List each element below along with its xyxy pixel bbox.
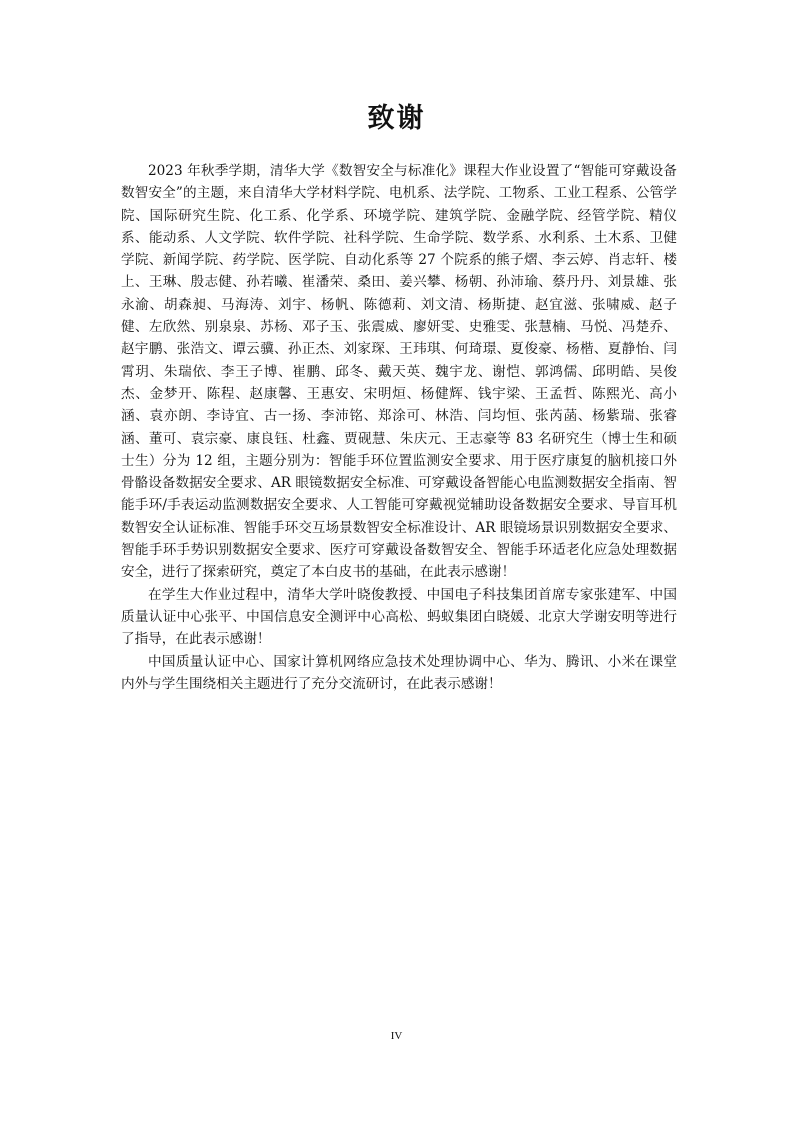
paragraph-students: 2023 年秋季学期，清华大学《数智安全与标准化》课程大作业设置了“智能可穿戴设备数智安全”的主题，来自清华大学材料学院、电机系、法学院、工物系、工业工程系、公管学院、国际研究生院、化工系、化学系、环境学院、建筑学院、金融学院、经管学院、精仪系、能动系、人文学院、软件学院、社科学院、生命学院、数学系、水利系、土木系、卫健学院、新闻学院、药学院、医学院、自动化系等 27 个院系的熊子熠、李云婷、肖志轩、楼上、王琳、殷志健、孙若曦、崔潘荣、桑田、姜兴攀、杨朝、孙沛瑜、蔡丹丹、刘景雄、张永渝、胡森昶、马海涛、刘宇、杨帆、陈德莉、刘文清、杨斯捷、赵宜滋、张啸威、赵子健、左欣然、别泉泉、苏杨、邓子玉、张震威、廖妍雯、史雅雯、张慧楠、马悦、冯楚乔、赵宇鹏、张浩文、谭云骥、孙正杰、刘家琛、王玮琪、何琦璟、夏俊豪、杨楷、夏静怡、闫霄玥、朱瑞依、李王子博、崔鹏、邱冬、戴天英、魏宇龙、谢恺、郭鸿儒、邱明皓、吴俊杰、金梦开、陈程、赵康馨、王惠安、宋明烜、杨健辉、钱宇梁、王孟哲、陈熙光、高小涵、袁亦朗、李诗宜、古一扬、李沛铭、郑涂可、林浩、闫均恒、张芮菡、杨紫瑞、张睿涵、董可、袁宗豪、康良钰、杜鑫、贾砚慧、朱庆元、王志豪等 83 名研究生（博士生和硕士生）分为 12 组，主题分别为：智能手环位置监测安全要求、用于医疗康复的脑机接口外骨骼设备数据安全要求、AR 眼镜数据安全标准、可穿戴设备智能心电监测数据安全指南、智能手环/手表运动监测数据安全要求、人工智能可穿戴视觉辅助设备数据安全要求、导盲耳机数智安全认证标准、智能手环交互场景数智安全标准设计、AR 眼镜场景识别数据安全要求、智能手环手势识别数据安全要求、医疗可穿戴设备数智安全、智能手环适老化应急处理数据安全，进行了探索研究，奠定了本白皮书的基础，在此表示感谢！ xyxy=(121,163,677,581)
paragraph-organizations: 中国质量认证中心、国家计算机网络应急技术处理协调中心、华为、腾讯、小米在课堂内外与学生围绕相关主题进行了充分交流研讨，在此表示感谢！ xyxy=(121,653,677,692)
page-title: 致谢 xyxy=(367,103,426,134)
paragraph-advisors: 在学生大作业过程中，清华大学叶晓俊教授、中国电子科技集团首席专家张建军、中国质量认证中心张平、中国信息安全测评中心高松、蚂蚁集团白晓媛、北京大学谢安明等进行了指导，在此表示感谢！ xyxy=(121,586,677,648)
acknowledgements-body xyxy=(121,160,677,695)
page-number: IV xyxy=(390,1030,403,1042)
